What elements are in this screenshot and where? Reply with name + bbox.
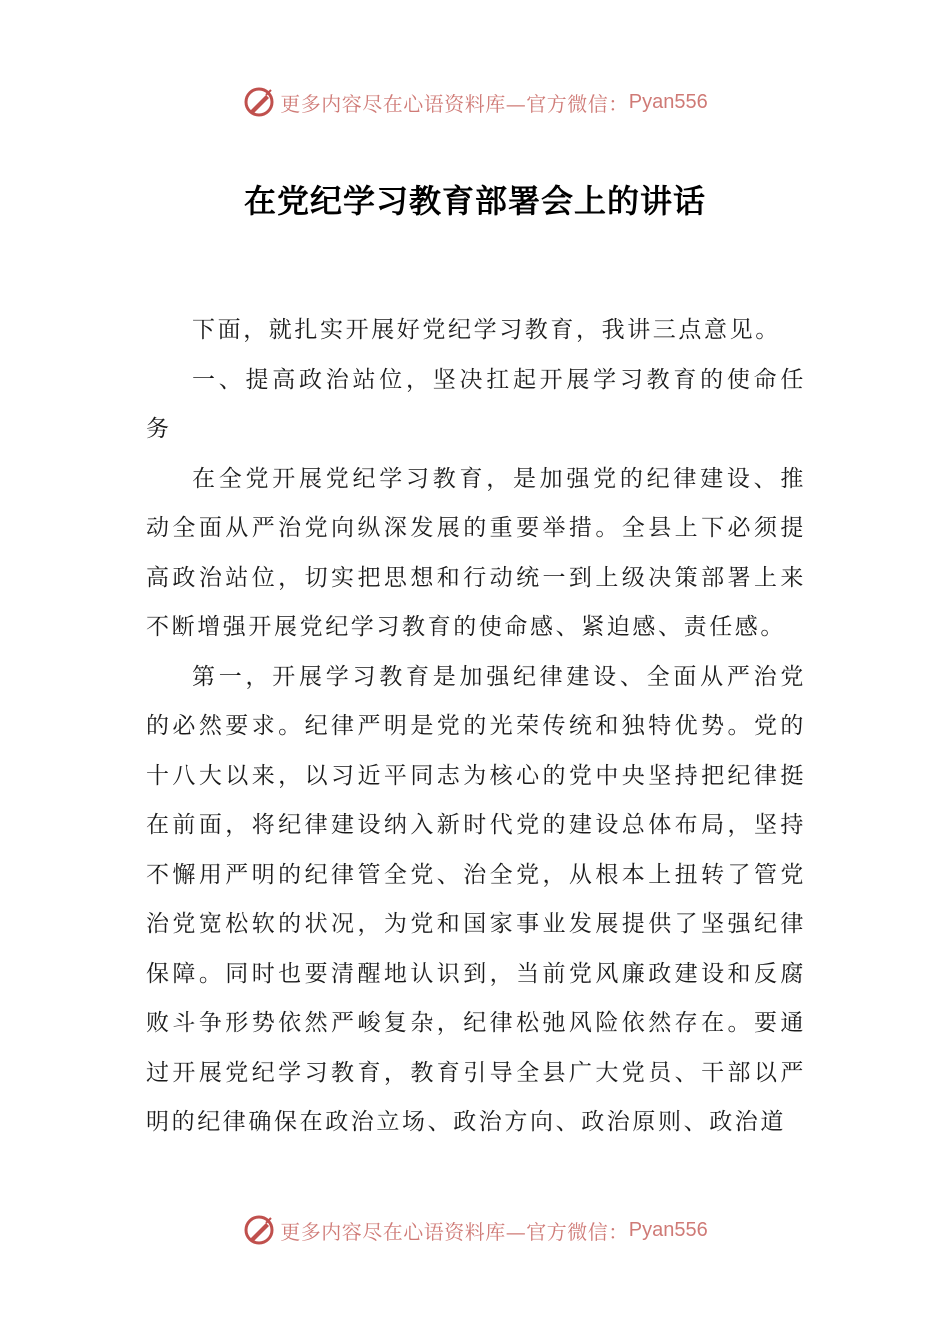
body-paragraph: 下面，就扎实开展好党纪学习教育，我讲三点意见。 (192, 317, 781, 343)
watermark-banner-top (0, 82, 950, 122)
document-title: 在党纪学习教育部署会上的讲话 (243, 182, 706, 220)
watermark-text: 更多内容尽在心语资料库—官方微信： (280, 1219, 629, 1244)
watermark-wechat-id: Pyan556 (628, 90, 708, 113)
body-paragraph: 在全党开展党纪学习教育，是加强党的纪律建设、推动全面从严治党向纵深发展的重要举措。全县上下必须提高政治站位，切实把思想和行动统一到上级决策部署上来不断增强开展党纪学习教育的使命感、紧迫感、责任感。 (146, 465, 806, 640)
document-body (146, 306, 806, 1148)
pen-logo-icon (242, 85, 276, 119)
watermark-wechat-id: Pyan556 (628, 1218, 708, 1241)
pen-logo-icon (242, 1213, 276, 1247)
section-heading: 一、提高政治站位，坚决扛起开展学习教育的使命任务 (146, 366, 806, 442)
watermark-banner-bottom (0, 1210, 950, 1250)
body-paragraph: 第一，开展学习教育是加强纪律建设、全面从严治党的必然要求。纪律严明是党的光荣传统和独特优势。党的十八大以来，以习近平同志为核心的党中央坚持把纪律挺在前面，将纪律建设纳入新时代党的建设总体布局，坚持不懈用严明的纪律管全党、治全党，从根本上扭转了管党治党宽松软的状况，为党和国家事业发展提供了坚强纪律保障。同时也要清醒地认识到，当前党风廉政建设和反腐败斗争形势依然严峻复杂，纪律松弛风险依然存在。要通过开展党纪学习教育，教育引导全县广大党员、干部以严明的纪律确保在政治立场、政治方向、政治原则、政治道 (146, 663, 806, 1135)
watermark-text: 更多内容尽在心语资料库—官方微信： (280, 91, 629, 116)
